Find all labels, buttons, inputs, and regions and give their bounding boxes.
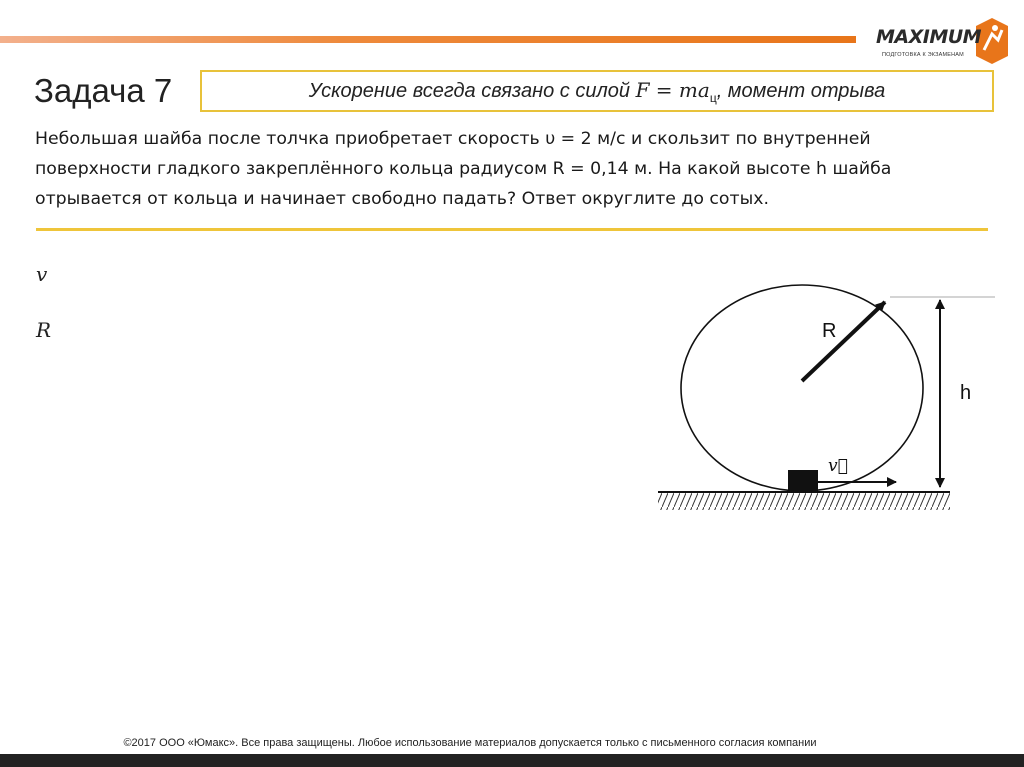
puck-block <box>788 470 818 491</box>
hint-text <box>309 78 885 105</box>
maximum-logo <box>868 16 1010 70</box>
logo-subtitle: ПОДГОТОВКА К ЭКЗАМЕНАМ <box>882 52 964 58</box>
page-title: Задача 7 <box>34 72 173 109</box>
hint-formula-subscript: ц <box>709 90 717 105</box>
ring-circle <box>681 285 923 491</box>
ring-diagram <box>650 255 1010 525</box>
logo-wordmark: MAXIMUM <box>876 26 982 48</box>
ground-hatching <box>658 492 950 510</box>
hint-box <box>200 70 994 112</box>
problem-line: Небольшая шайба после толчка приобретает скорость υ = 2 м/с и скользит по внутренней <box>35 129 871 149</box>
problem-line: поверхности гладкого закреплённого кольца радиусом R = 0,14 м. На какой высоте h шайба <box>35 159 892 179</box>
header-accent-bar <box>0 36 856 43</box>
footer-copyright: ©2017 ООО «Юмакс». Все права защищены. Любое использование материалов допускается только с письменного согласия компании <box>123 737 817 749</box>
problem-statement <box>35 124 995 214</box>
hint-prefix: Ускорение всегда связано с силой <box>308 79 636 102</box>
given-radius-symbol: R <box>36 318 52 342</box>
section-divider <box>36 228 988 231</box>
footer-bar <box>0 754 1024 767</box>
radius-label: R <box>822 320 837 342</box>
velocity-label: v⃗ <box>828 456 848 476</box>
given-velocity-symbol: v <box>36 262 48 286</box>
problem-line: отрывается от кольца и начинает свободно падать? Ответ округлите до сотых. <box>35 189 769 209</box>
radius-arrow <box>802 302 885 381</box>
hint-suffix: , момент отрыва <box>716 79 886 102</box>
hint-formula: F = ma <box>635 77 710 102</box>
height-label: h <box>960 382 972 404</box>
